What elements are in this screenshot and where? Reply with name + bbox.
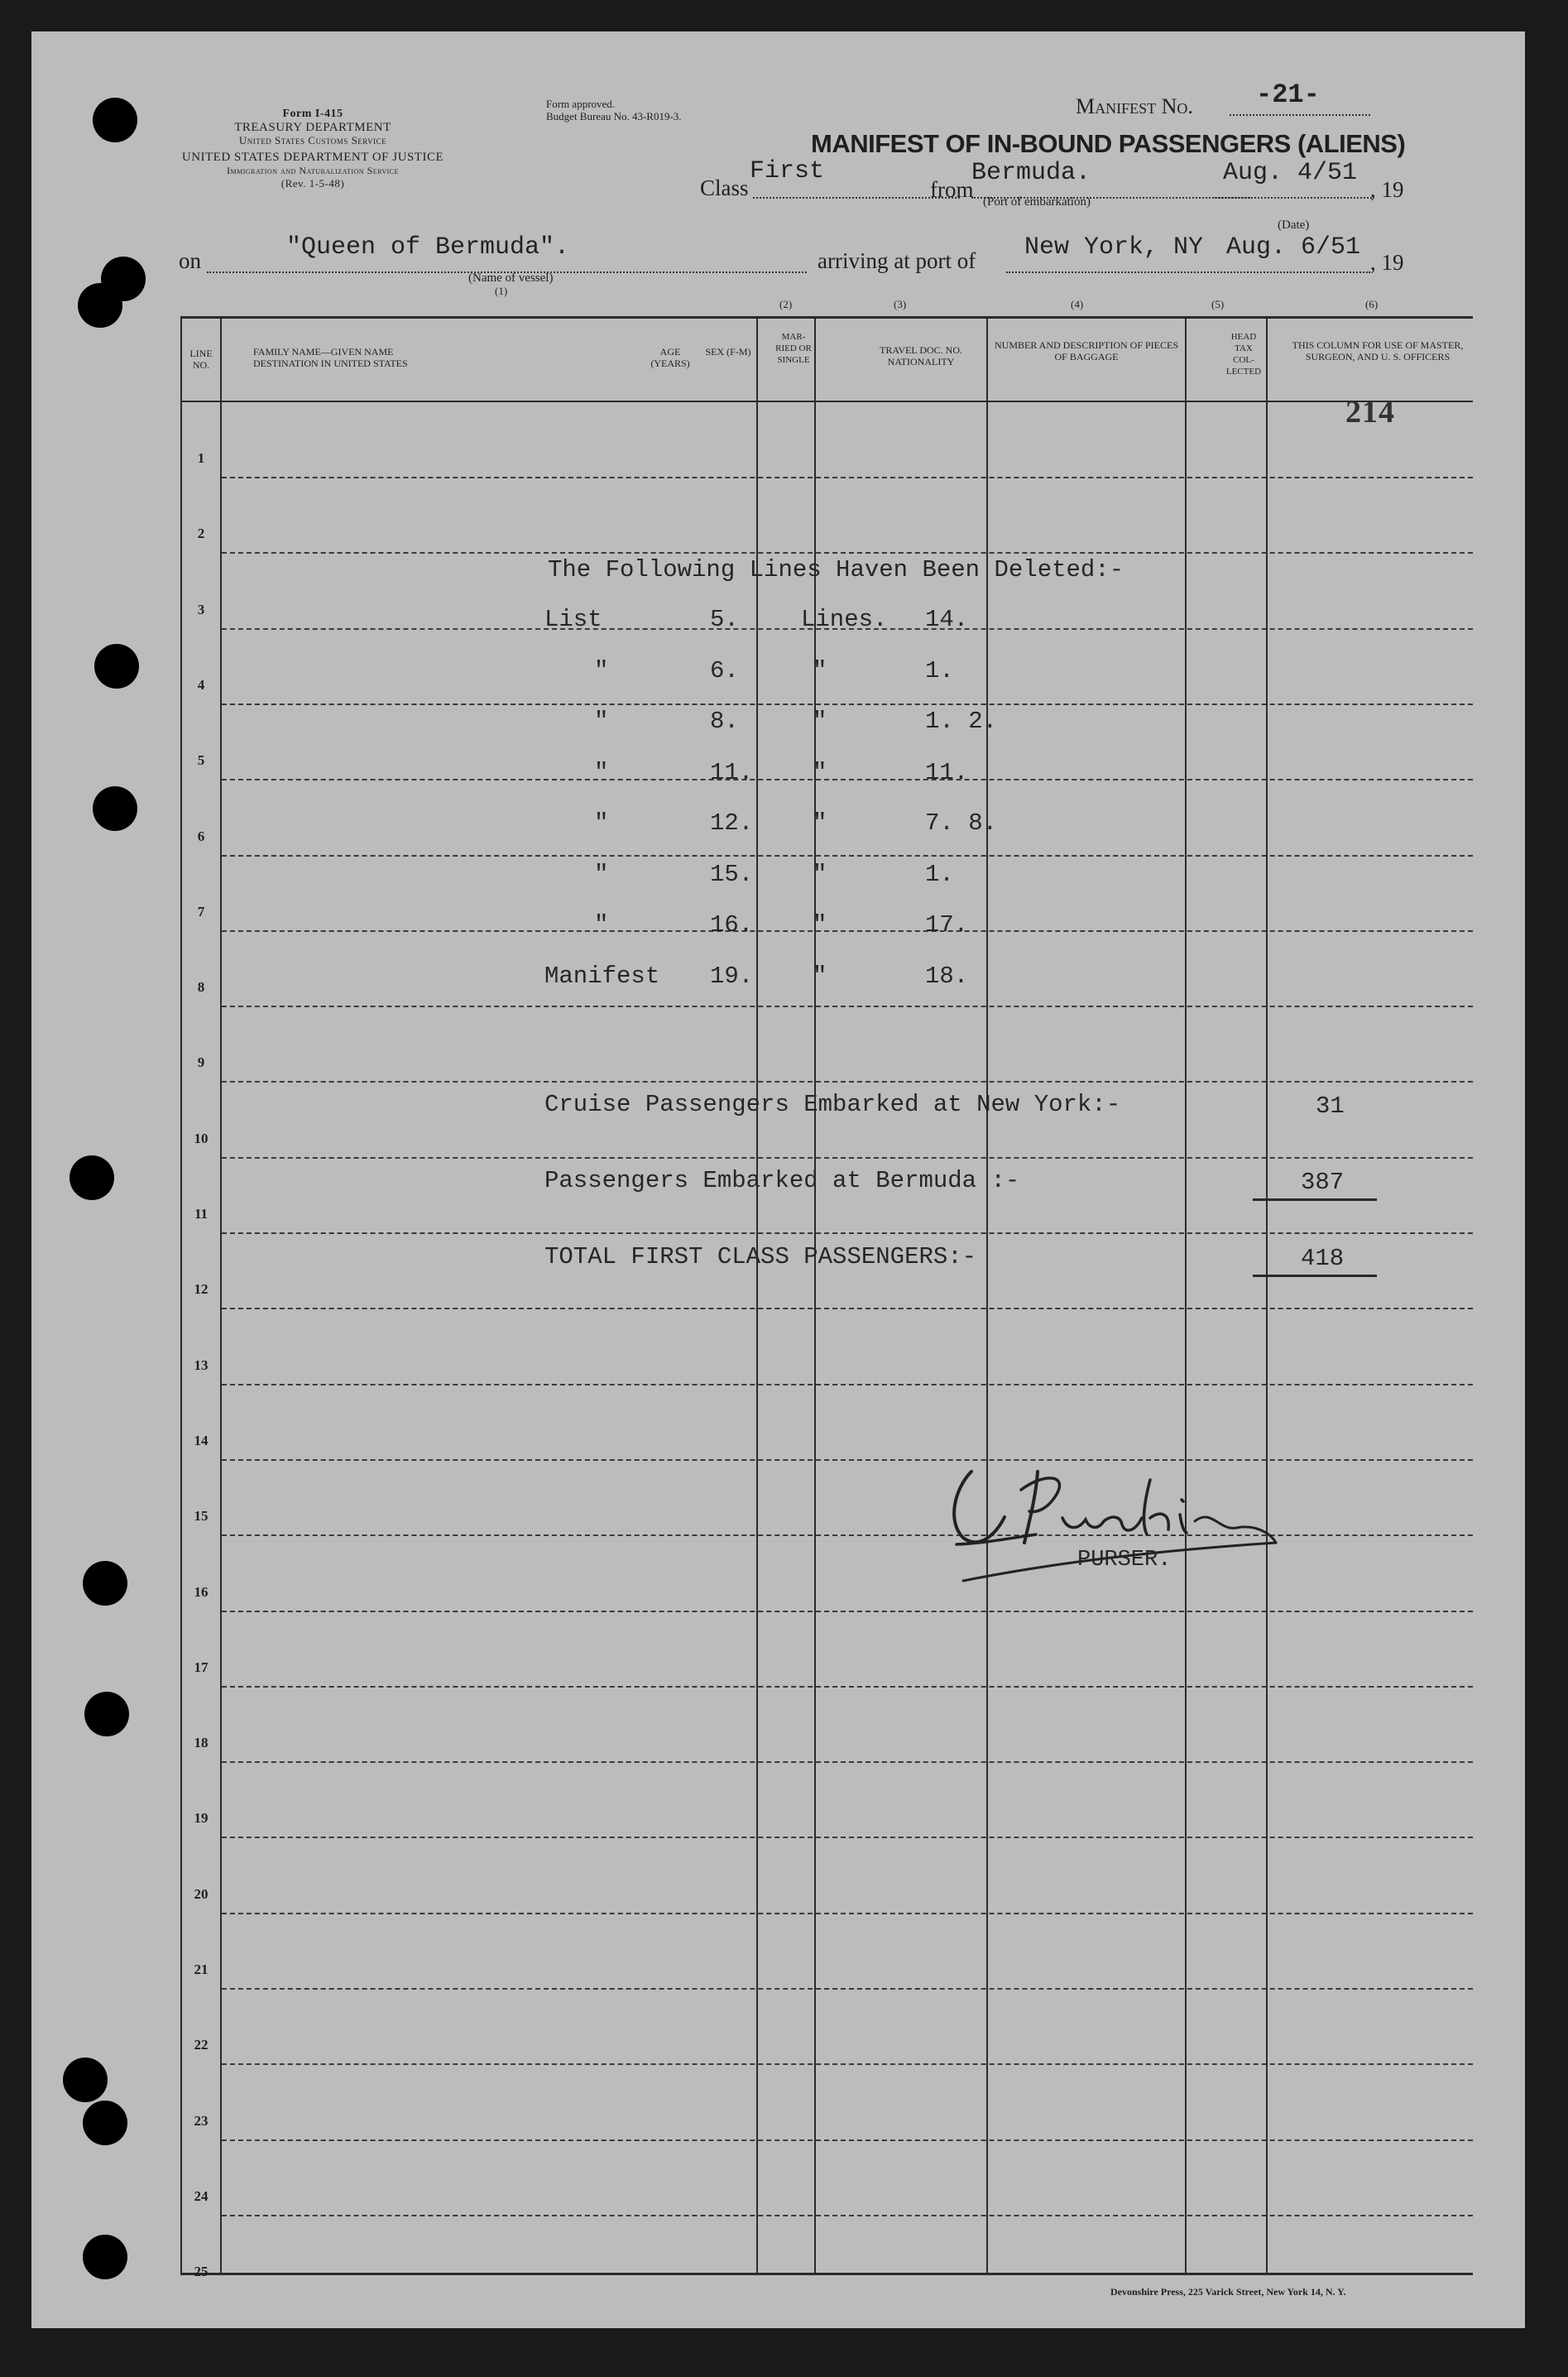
on-label: on	[179, 248, 201, 273]
line-number: 7	[197, 903, 205, 920]
row-line	[222, 552, 1473, 554]
line-number: 1	[197, 450, 205, 466]
manifest-no-line	[1230, 114, 1370, 116]
binder-hole	[93, 786, 137, 831]
deletion-label: Manifest	[544, 962, 660, 990]
class-line	[753, 197, 960, 199]
colnum-2: (2)	[779, 298, 793, 310]
row-line	[222, 2215, 1473, 2216]
immigration-service: Immigration and Naturalization Service	[226, 165, 399, 176]
table-header-border	[180, 401, 1473, 402]
deletion-label: "	[594, 809, 609, 837]
deletion-lines: 11.	[925, 758, 969, 786]
signature-text: L. Purshie	[938, 1438, 942, 1439]
row-line	[222, 1988, 1473, 1990]
deletion-list-number: 16.	[710, 911, 754, 939]
line-number: 13	[194, 1357, 209, 1373]
table-top-border	[180, 316, 1473, 319]
line-number: 12	[194, 1281, 209, 1298]
deleted-heading: The Following Lines Haven Been Deleted:-	[548, 556, 1124, 583]
deletion-list-number: 12.	[710, 809, 754, 837]
row-line	[222, 2063, 1473, 2065]
row-line	[222, 703, 1473, 705]
line-number: 19	[194, 1810, 209, 1827]
arriving-label: arriving at port of	[818, 248, 976, 273]
cruise-label: Cruise Passengers Embarked at New York:-	[544, 1091, 1121, 1118]
deletion-lines-label: Lines.	[801, 606, 888, 633]
row-line	[222, 1611, 1473, 1612]
treasury-dept: TREASURY DEPARTMENT	[234, 121, 391, 134]
manifest-title: MANIFEST OF IN-BOUND PASSENGERS (ALIENS)	[811, 129, 1406, 158]
vessel-caption: (Name of vessel)	[468, 271, 554, 285]
class-label: Class	[700, 175, 749, 200]
row-line	[222, 1761, 1473, 1763]
form-revision: (Rev. 1-5-48)	[281, 177, 345, 190]
total-value: 418	[1301, 1245, 1345, 1272]
deletion-lines: 1.	[925, 656, 954, 684]
row-line	[222, 1686, 1473, 1688]
deletion-lines-label: "	[813, 911, 827, 939]
binder-hole	[63, 2058, 108, 2102]
from-label: from	[930, 177, 974, 202]
col-header-family-name: FAMILY NAME—GIVEN NAME	[253, 346, 394, 358]
deletion-lines-label: "	[813, 758, 827, 786]
line-number: 9	[197, 1054, 205, 1071]
binder-hole	[83, 1561, 127, 1606]
form-number: Form I-415	[282, 108, 343, 120]
deletion-label: "	[594, 656, 609, 684]
manifest-no-label: Manifest No.	[1076, 94, 1193, 118]
col-border-line	[220, 316, 222, 2273]
col-header-officers: THIS COLUMN FOR USE OF MASTER, SURGEON, AND U. S. OFFICERS	[1292, 339, 1464, 363]
deletion-label: "	[594, 911, 609, 939]
col-header-age: AGE (YEARS)	[650, 346, 690, 369]
line-number: 16	[194, 1583, 209, 1600]
deletion-label: "	[594, 758, 609, 786]
row-line	[222, 2139, 1473, 2141]
line-number: 21	[194, 1962, 209, 1977]
row-line	[222, 779, 1473, 780]
customs-service: United States Customs Service	[238, 134, 387, 146]
embark-date: Aug. 4/51	[1223, 159, 1358, 187]
colnum-4: (4)	[1071, 298, 1084, 310]
col-header-baggage: NUMBER AND DESCRIPTION OF PIECES OF BAGGAGE	[994, 339, 1179, 363]
line-number: 5	[197, 752, 205, 769]
deletion-list-number: 8.	[710, 708, 739, 735]
row-line	[222, 1913, 1473, 1914]
binder-hole	[83, 2235, 127, 2279]
date-caption: (Date)	[1278, 218, 1310, 232]
row-line	[222, 1157, 1473, 1159]
col-header-family	[253, 346, 518, 369]
manifest-number: -21-	[1256, 79, 1320, 110]
embark-date-line	[1215, 197, 1372, 199]
line-number: 25	[194, 2264, 209, 2280]
col-border-tax	[1266, 316, 1268, 2273]
embark-caption: (Port of embarkation)	[983, 195, 1091, 209]
line-number: 17	[194, 1659, 209, 1675]
deletion-label: List	[544, 606, 602, 633]
purser-title: PURSER.	[1077, 1548, 1172, 1573]
col-header-sex: SEX (F-M)	[705, 346, 751, 358]
vessel-colnum: (1)	[495, 285, 508, 297]
col-border-doc	[986, 316, 988, 2273]
line-number: 3	[197, 601, 205, 617]
row-line	[222, 1006, 1473, 1007]
stamp-number: 214	[1345, 395, 1395, 430]
year-suffix-2: , 19	[1370, 250, 1404, 275]
line-number: 24	[194, 2187, 209, 2204]
deletion-list-number: 5.	[710, 606, 739, 633]
row-line	[222, 1081, 1473, 1083]
justice-block	[172, 151, 453, 190]
line-number: 22	[194, 2037, 209, 2053]
bermuda-label: Passengers Embarked at Bermuda :-	[544, 1167, 1020, 1194]
row-line	[222, 1232, 1473, 1234]
total-label: TOTAL FIRST CLASS PASSENGERS:-	[544, 1243, 977, 1270]
deletion-label: "	[594, 708, 609, 735]
deletion-list-number: 19.	[710, 962, 754, 990]
manifest-page	[31, 31, 1525, 2328]
class-value: First	[750, 157, 825, 185]
line-number: 20	[194, 1885, 209, 1902]
subtotal-rule	[1253, 1198, 1377, 1201]
bermuda-value: 387	[1301, 1169, 1345, 1196]
binder-hole	[78, 283, 122, 328]
line-number: 2	[197, 526, 205, 542]
col-header-line-no: LINE NO.	[189, 348, 213, 371]
colnum-3: (3)	[894, 298, 907, 310]
deletion-lines-label: "	[813, 708, 827, 735]
arrival-line	[1006, 271, 1370, 273]
row-line	[222, 1837, 1473, 1838]
deletion-label: "	[594, 860, 609, 888]
deletion-lines-label: "	[813, 656, 827, 684]
deletion-lines: 7. 8.	[925, 809, 998, 837]
binder-hole	[93, 98, 137, 142]
binder-hole	[83, 2101, 127, 2145]
deletion-list-number: 6.	[710, 656, 739, 684]
colnum-6: (6)	[1365, 298, 1379, 310]
col-header-travel-doc: TRAVEL DOC. NO. NATIONALITY	[879, 344, 962, 367]
deletion-lines: 1.	[925, 860, 954, 888]
col-header-married: MAR- RIED OR SINGLE	[775, 332, 812, 365]
deletion-lines: 14.	[925, 606, 969, 633]
col-border-baggage	[1185, 316, 1187, 2273]
line-number: 6	[197, 828, 205, 844]
line-number: 23	[194, 2112, 209, 2129]
col-border-left	[180, 316, 182, 2273]
deletion-list-number: 11.	[710, 758, 754, 786]
approval-line1: Form approved.	[546, 98, 616, 110]
line-number: 10	[194, 1130, 209, 1146]
justice-dept: UNITED STATES DEPARTMENT OF JUSTICE	[181, 151, 444, 164]
binder-hole	[84, 1692, 129, 1736]
deletion-list-number: 15.	[710, 860, 754, 888]
deletion-lines: 17.	[925, 911, 969, 939]
cruise-value: 31	[1316, 1092, 1345, 1120]
from-value: Bermuda.	[971, 159, 1091, 187]
approval-block	[546, 98, 682, 122]
deletion-lines: 18.	[925, 962, 969, 990]
row-line	[222, 855, 1473, 857]
line-number: 18	[194, 1735, 209, 1751]
line-number: 15	[194, 1508, 209, 1525]
binder-hole	[70, 1155, 114, 1200]
col-header-destination: DESTINATION IN UNITED STATES	[253, 358, 408, 369]
colnum-5: (5)	[1211, 298, 1225, 310]
row-line	[222, 930, 1473, 932]
arrival-port: New York, NY	[1024, 233, 1204, 262]
deletion-lines: 1. 2.	[925, 708, 998, 735]
deletion-lines-label: "	[813, 860, 827, 888]
line-number: 11	[194, 1206, 209, 1222]
line-number: 14	[194, 1432, 209, 1448]
deletion-lines-label: "	[813, 809, 827, 837]
deletion-lines-label: "	[813, 962, 827, 990]
approval-line2: Budget Bureau No. 43-R019-3.	[546, 110, 682, 122]
total-rule	[1253, 1275, 1377, 1277]
line-number: 4	[197, 676, 205, 693]
printer-imprint: Devonshire Press, 225 Varick Street, New York 14, N. Y.	[1110, 2286, 1346, 2298]
vessel-name: "Queen of Bermuda".	[286, 233, 570, 262]
year-suffix-1: , 19	[1370, 177, 1404, 202]
form-block	[180, 108, 445, 147]
row-line	[222, 1384, 1473, 1385]
row-line	[222, 1308, 1473, 1309]
table-bottom-border	[180, 2273, 1473, 2275]
line-number: 8	[197, 979, 205, 996]
col-border-family	[756, 316, 758, 2273]
arrival-date: Aug. 6/51	[1226, 233, 1361, 262]
row-line	[222, 477, 1473, 478]
col-header-head-tax: HEAD TAX COL- LECTED	[1225, 332, 1262, 377]
binder-hole	[94, 644, 139, 689]
